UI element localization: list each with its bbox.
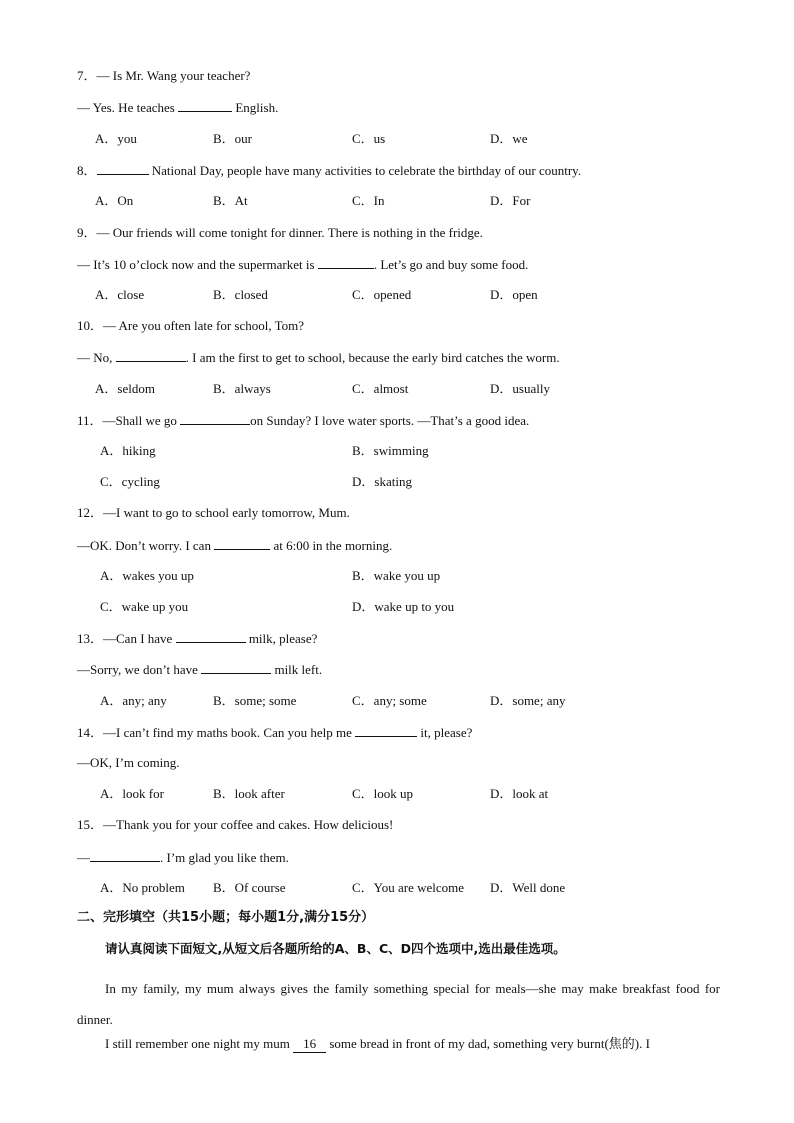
option-a: A．seldom bbox=[95, 381, 155, 396]
option-d: D．open bbox=[490, 287, 538, 302]
option-a: A．wakes you up bbox=[100, 568, 194, 583]
option-b: B．wake you up bbox=[352, 568, 441, 583]
answer-blank bbox=[97, 162, 149, 175]
section-heading: 二、完形填空（共15小题；每小题1分,满分15分） bbox=[77, 910, 375, 925]
passage-paragraph-2: I still remember one night my mum 16 some bread in front of my dad, something very burnt(焦的). I bbox=[105, 1036, 650, 1051]
option-c: C．wake up you bbox=[100, 599, 189, 614]
answer-blank bbox=[214, 537, 270, 550]
section-instruction: 请认真阅读下面短文,从短文后各题所给的A、B、C、D四个选项中,选出最佳选项。 bbox=[105, 941, 566, 956]
question-14: 14．—I can’t find my maths book. Can you help me it, please? bbox=[77, 725, 473, 740]
answer-blank bbox=[355, 724, 417, 737]
option-b: B．look after bbox=[213, 786, 285, 801]
option-b: B．closed bbox=[213, 287, 268, 302]
question-7: 7．— Is Mr. Wang your teacher? bbox=[77, 68, 251, 83]
question-9-answer-line: — It’s 10 o’clock now and the supermarket is . Let’s go and buy some food. bbox=[77, 257, 529, 272]
option-d: D．skating bbox=[352, 474, 412, 489]
option-c: C．almost bbox=[352, 381, 409, 396]
option-d: D．usually bbox=[490, 381, 550, 396]
question-15: 15．—Thank you for your coffee and cakes. How delicious! bbox=[77, 817, 394, 832]
option-c: C．opened bbox=[352, 287, 412, 302]
option-a: A．hiking bbox=[100, 443, 156, 458]
option-a: A．On bbox=[95, 193, 134, 208]
question-12: 12．—I want to go to school early tomorrow, Mum. bbox=[77, 505, 350, 520]
option-c: C．cycling bbox=[100, 474, 160, 489]
question-10-answer-line: — No, . I am the first to get to school, because the early bird catches the worm. bbox=[77, 350, 560, 365]
option-d: D．wake up to you bbox=[352, 599, 455, 614]
option-b: B．At bbox=[213, 193, 248, 208]
option-c: C．look up bbox=[352, 786, 414, 801]
option-d: D．we bbox=[490, 131, 528, 146]
option-b: B．some; some bbox=[213, 693, 297, 708]
option-b: B．our bbox=[213, 131, 253, 146]
answer-blank bbox=[201, 661, 271, 674]
cloze-blank-number: 16 bbox=[293, 1036, 326, 1053]
option-c: C．You are welcome bbox=[352, 880, 465, 895]
option-b: B．Of course bbox=[213, 880, 286, 895]
question-13-answer-line: —Sorry, we don’t have milk left. bbox=[77, 662, 323, 677]
option-a: A．No problem bbox=[100, 880, 185, 895]
passage-paragraph-1: In my family, my mum always gives the family something special for meals—she may make breakfast food for dinner. bbox=[77, 981, 720, 1027]
option-c: C．In bbox=[352, 193, 385, 208]
option-a: A．look for bbox=[100, 786, 164, 801]
answer-blank bbox=[176, 630, 246, 643]
option-d: D．some; any bbox=[490, 693, 566, 708]
option-b: B．swimming bbox=[352, 443, 429, 458]
option-b: B．always bbox=[213, 381, 271, 396]
option-c: C．any; some bbox=[352, 693, 427, 708]
option-a: A．close bbox=[95, 287, 145, 302]
question-13: 13．—Can I have milk, please? bbox=[77, 631, 318, 646]
answer-blank bbox=[178, 99, 232, 112]
option-d: D．For bbox=[490, 193, 531, 208]
option-a: A．any; any bbox=[100, 693, 167, 708]
option-d: D．Well done bbox=[490, 880, 566, 895]
question-15-answer-line: — . I’m glad you like them. bbox=[77, 850, 289, 865]
question-11: 11．—Shall we go on Sunday? I love water sports. —That’s a good idea. bbox=[77, 413, 530, 428]
option-d: D．look at bbox=[490, 786, 549, 801]
option-c: C．us bbox=[352, 131, 386, 146]
question-9: 9．— Our friends will come tonight for dinner. There is nothing in the fridge. bbox=[77, 225, 483, 240]
answer-blank bbox=[318, 256, 374, 269]
answer-blank bbox=[116, 349, 186, 362]
question-10: 10．— Are you often late for school, Tom? bbox=[77, 318, 305, 333]
question-12-answer-line: —OK. Don’t worry. I can at 6:00 in the morning. bbox=[77, 538, 393, 553]
question-7-answer-line: — Yes. He teaches English. bbox=[77, 100, 279, 115]
question-8: 8． National Day, people have many activities to celebrate the birthday of our country. bbox=[77, 163, 582, 178]
answer-blank bbox=[90, 849, 160, 862]
option-a: A．you bbox=[95, 131, 137, 146]
answer-blank bbox=[180, 412, 250, 425]
question-14-answer-line: —OK, I’m coming. bbox=[77, 755, 180, 770]
